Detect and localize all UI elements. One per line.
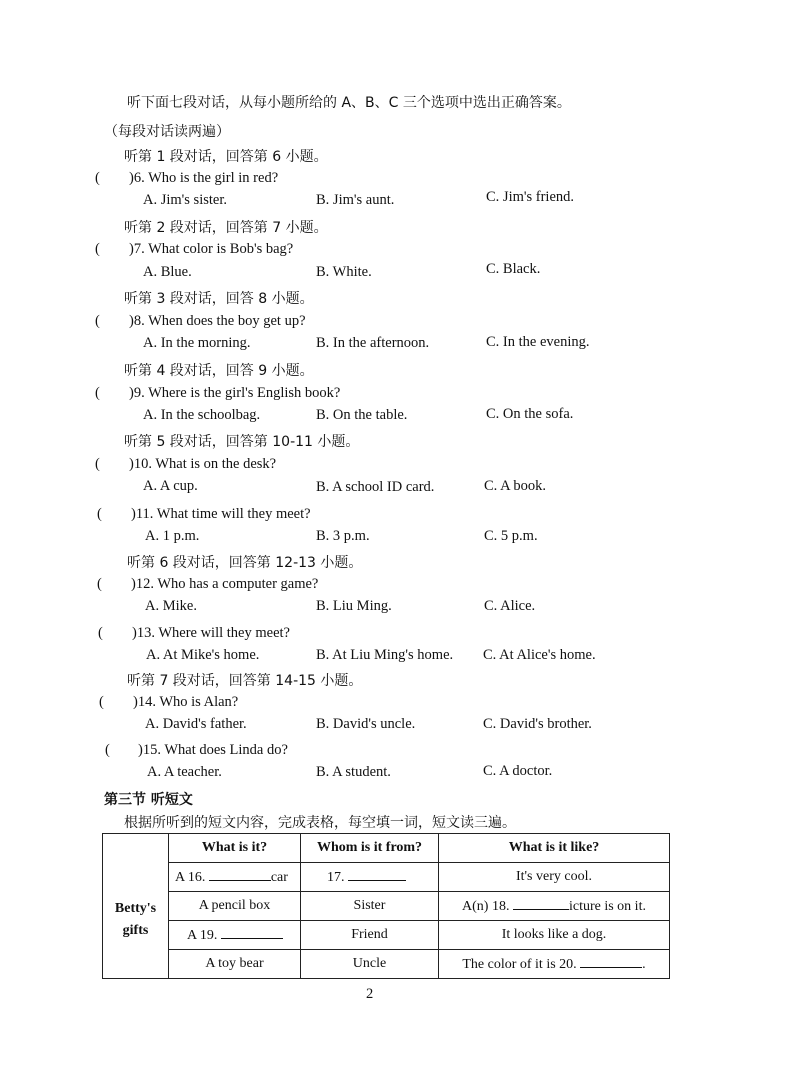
answer-paren: (	[97, 576, 102, 592]
table-cell	[169, 862, 301, 891]
option-c: C. Jim's friend.	[486, 189, 574, 205]
option-b: B. In the afternoon.	[316, 335, 430, 351]
dialogue-heading: 听第 2 段对话，回答第 7 小题。	[124, 220, 328, 236]
gifts-table	[102, 833, 670, 979]
table-header-row	[103, 834, 670, 863]
section-note: （每段对话读两遍）	[104, 124, 230, 140]
item-text: A 16.	[175, 869, 209, 885]
question-stem: )7. What color is Bob's bag?	[129, 241, 294, 257]
table-cell: Friend	[301, 920, 439, 949]
table-cell	[439, 949, 670, 978]
table-cell: It looks like a dog.	[439, 920, 670, 949]
answer-paren: (	[99, 694, 104, 710]
question-stem: )14. Who is Alan?	[133, 694, 239, 710]
section-instruction: 听下面七段对话，从每小题所给的 A、B、C 三个选项中选出正确答案。	[127, 95, 571, 111]
option-a: A. Blue.	[143, 264, 192, 280]
option-b: B. White.	[316, 264, 372, 280]
column-header: Whom is it from?	[301, 834, 439, 863]
table-row	[103, 920, 670, 949]
option-a: A. At Mike's home.	[146, 647, 260, 663]
option-c: C. A doctor.	[483, 763, 553, 779]
answer-paren: (	[95, 170, 100, 186]
answer-paren: (	[98, 625, 103, 641]
dialogue-heading: 听第 3 段对话，回答 8 小题。	[124, 291, 314, 307]
option-c: C. A book.	[484, 478, 547, 494]
option-c: C. David's brother.	[483, 716, 592, 732]
dialogue-heading: 听第 4 段对话，回答 9 小题。	[124, 363, 314, 379]
answer-paren: (	[95, 456, 100, 472]
option-b: B. On the table.	[316, 407, 408, 423]
table-corner	[103, 834, 169, 863]
like-text: A(n) 18.	[462, 898, 513, 914]
option-b: B. Liu Ming.	[316, 598, 392, 614]
option-b: B. Jim's aunt.	[316, 192, 395, 208]
table-cell: It's very cool.	[439, 862, 670, 891]
option-a: A. David's father.	[145, 716, 247, 732]
item-text: car	[270, 869, 288, 885]
option-a: A. A cup.	[143, 478, 198, 494]
question-stem: )6. Who is the girl in red?	[129, 170, 279, 186]
answer-blank-19[interactable]	[221, 926, 283, 939]
option-c: C. On the sofa.	[486, 406, 574, 422]
question-stem: )8. When does the boy get up?	[129, 313, 306, 329]
option-b: B. A student.	[316, 764, 391, 780]
option-a: A. Jim's sister.	[143, 192, 227, 208]
question-stem: )12. Who has a computer game?	[131, 576, 319, 592]
option-c: C. In the evening.	[486, 334, 590, 350]
option-b: B. David's uncle.	[316, 716, 416, 732]
option-c: C. 5 p.m.	[484, 528, 538, 544]
option-a: A. 1 p.m.	[145, 528, 200, 544]
from-text: 17.	[327, 869, 348, 885]
question-stem: )10. What is on the desk?	[129, 456, 277, 472]
answer-paren: (	[105, 742, 110, 758]
option-c: C. Black.	[486, 261, 541, 277]
like-text: icture is on it.	[568, 898, 646, 914]
answer-blank-18[interactable]	[513, 897, 569, 910]
dialogue-heading: 听第 7 段对话，回答第 14-15 小题。	[127, 673, 363, 689]
option-c: C. Alice.	[484, 598, 536, 614]
answer-paren: (	[95, 313, 100, 329]
table-cell: A toy bear	[169, 949, 301, 978]
option-b: B. At Liu Ming's home.	[316, 647, 454, 663]
table-cell	[439, 891, 670, 920]
section-title: 第三节 听短文	[104, 792, 193, 808]
option-a: A. In the schoolbag.	[143, 407, 261, 423]
question-stem: )9. Where is the girl's English book?	[129, 385, 341, 401]
option-a: A. Mike.	[145, 598, 197, 614]
answer-blank-17[interactable]	[348, 868, 406, 881]
question-stem: )13. Where will they meet?	[132, 625, 290, 641]
dialogue-heading: 听第 6 段对话，回答第 12-13 小题。	[127, 555, 363, 571]
option-b: B. A school ID card.	[316, 479, 435, 495]
item-text: A 19.	[187, 927, 221, 943]
option-a: A. A teacher.	[147, 764, 222, 780]
question-stem: )11. What time will they meet?	[131, 506, 311, 522]
section-instruction: 根据所听到的短文内容，完成表格，每空填一词，短文读三遍。	[124, 815, 516, 831]
table-cell: Sister	[301, 891, 439, 920]
question-stem: )15. What does Linda do?	[138, 742, 288, 758]
table-cell	[301, 862, 439, 891]
row-label: Betty's gifts	[103, 862, 169, 978]
table-row	[103, 949, 670, 978]
dialogue-heading: 听第 5 段对话，回答第 10-11 小题。	[124, 434, 360, 450]
table-row	[103, 862, 670, 891]
dialogue-heading: 听第 1 段对话，回答第 6 小题。	[124, 149, 328, 165]
option-a: A. In the morning.	[143, 335, 251, 351]
table-cell: A pencil box	[169, 891, 301, 920]
table-cell	[169, 920, 301, 949]
answer-paren: (	[95, 385, 100, 401]
table-cell: Uncle	[301, 949, 439, 978]
answer-paren: (	[95, 241, 100, 257]
option-c: C. At Alice's home.	[483, 647, 596, 663]
page-number: 2	[366, 986, 374, 1002]
table-row	[103, 891, 670, 920]
answer-blank-20[interactable]	[580, 955, 642, 968]
column-header: What is it?	[169, 834, 301, 863]
answer-paren: (	[97, 506, 102, 522]
answer-blank-16[interactable]	[209, 868, 271, 881]
like-text: .	[642, 956, 646, 972]
like-text: The color of it is 20.	[462, 956, 581, 972]
column-header: What is it like?	[439, 834, 670, 863]
option-b: B. 3 p.m.	[316, 528, 370, 544]
